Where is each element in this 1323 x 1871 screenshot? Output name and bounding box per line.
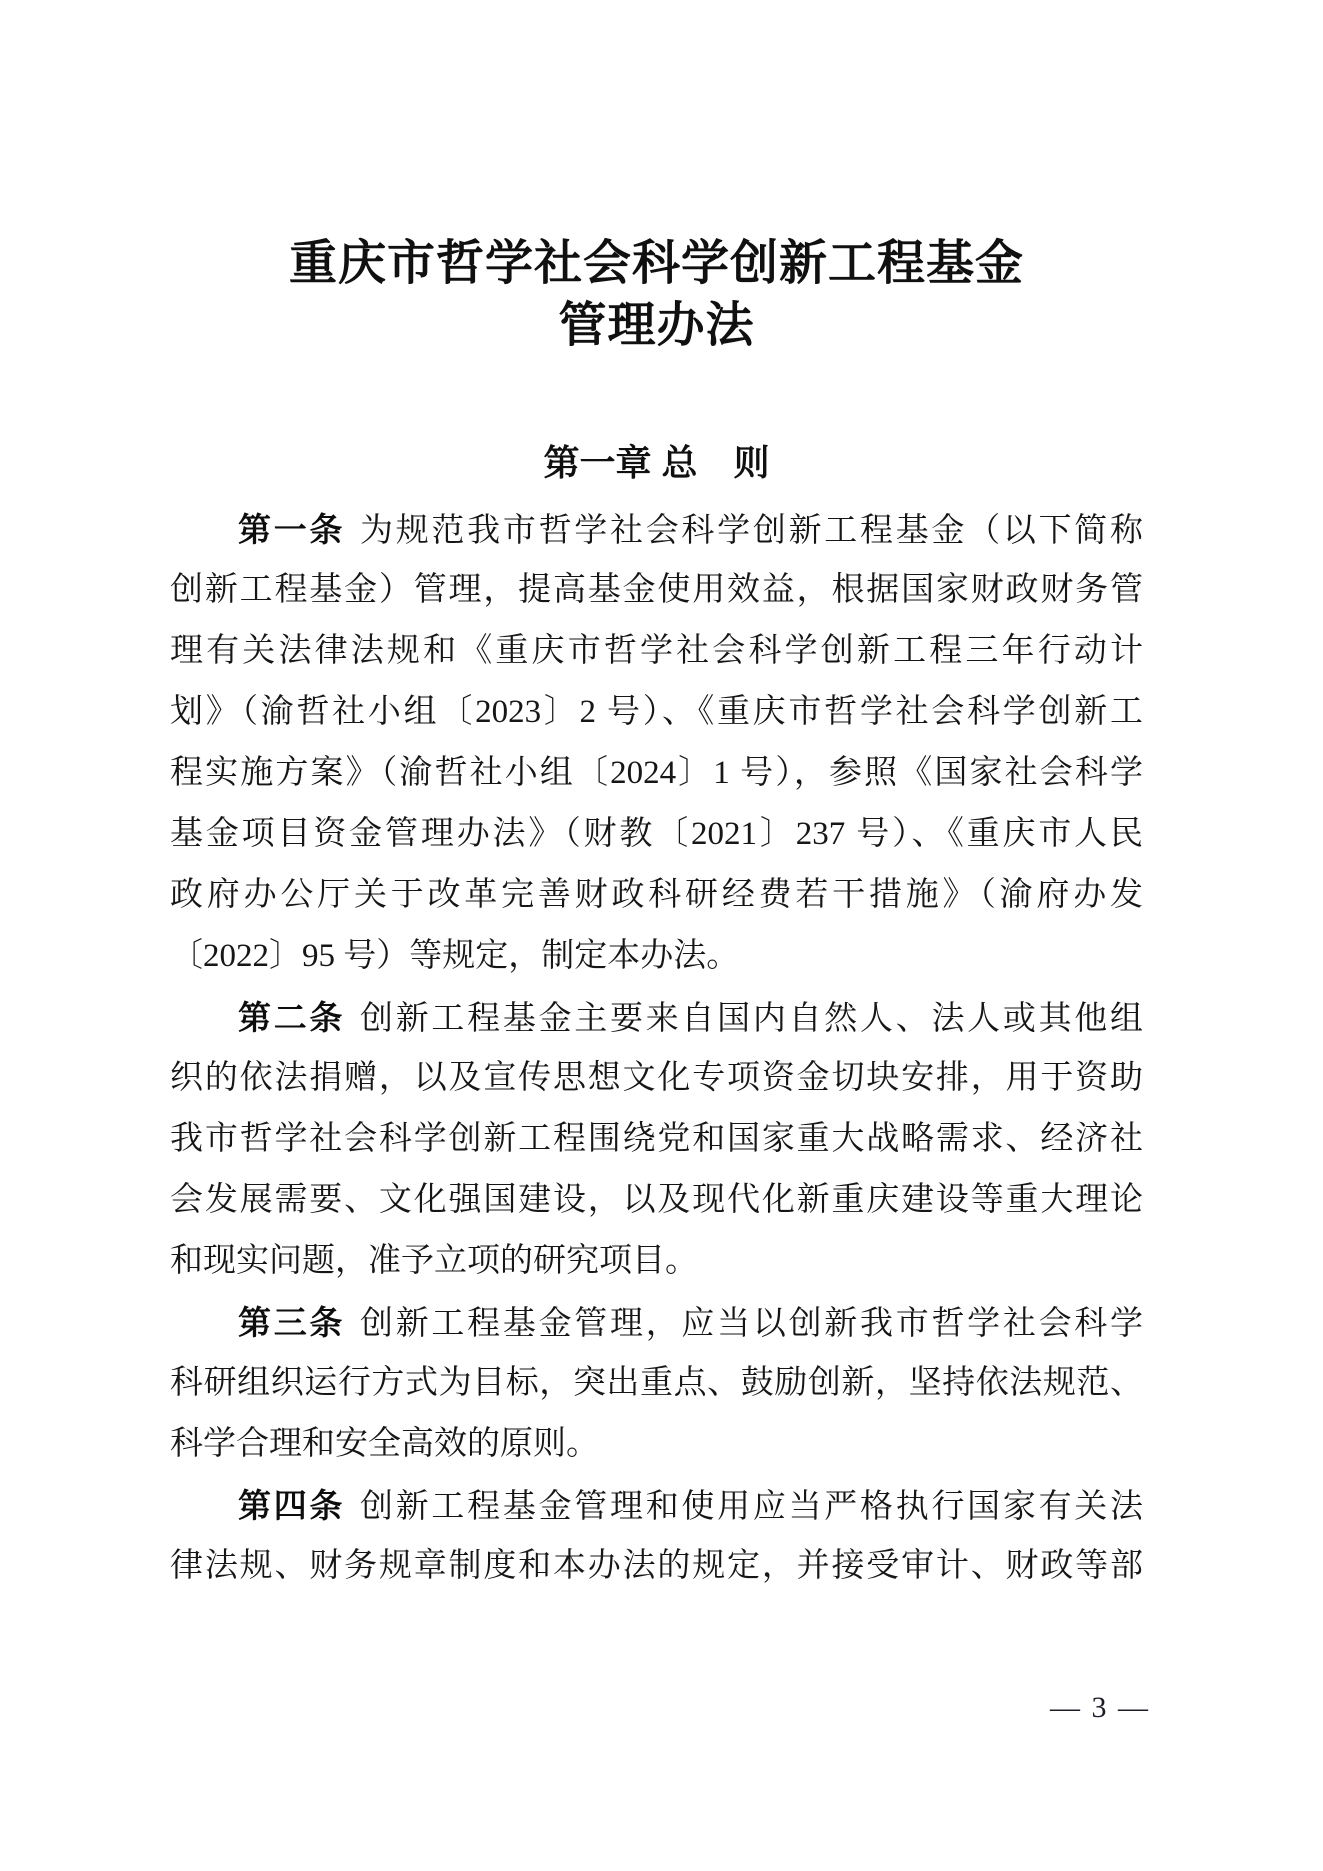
article-4-line-2: 律法规、财务规章制度和本办法的规定，并接受审计、财政等部 [170, 1548, 1143, 1584]
article-3-line-1: 第三条 创新工程基金管理，应当以创新我市哲学社会科学 [238, 1304, 1144, 1342]
document-body [170, 499, 1143, 1597]
article-3-line-3: 科学合理和安全高效的原则。 [170, 1426, 599, 1462]
article-2-line-4: 会发展需要、文化强国建设，以及现代化新重庆建设等重大理论 [170, 1182, 1143, 1218]
article-2-line-1: 第二条 创新工程基金主要来自国内自然人、法人或其他组 [238, 999, 1144, 1037]
article-1-line-2: 创新工程基金）管理，提高基金使用效益，根据国家财政财务管 [170, 572, 1143, 608]
article-1-line-7: 政府办公厅关于改革完善财政科研经费若干措施》（渝府办发 [170, 877, 1143, 913]
article-2-line-3: 我市哲学社会科学创新工程围绕党和国家重大战略需求、经济社 [170, 1121, 1143, 1157]
document-title [170, 233, 1143, 357]
article-3-label: 第三条 [238, 1304, 346, 1341]
article-1-line-6: 基金项目资金管理办法》（财教〔2021〕237 号）、《重庆市人民 [170, 816, 1143, 852]
article-2-line-2: 织的依法捐赠，以及宣传思想文化专项资金切块安排，用于资助 [170, 1060, 1143, 1096]
article-1-line-5: 程实施方案》（渝哲社小组〔2024〕1 号），参照《国家社会科学 [170, 755, 1143, 791]
article-1-line-4: 划》（渝哲社小组〔2023〕2 号）、《重庆市哲学社会科学创新工 [170, 694, 1143, 730]
document-title-line1: 重庆市哲学社会科学创新工程基金 [288, 237, 1024, 290]
chapter-heading: 第一章 总 则 [543, 442, 770, 483]
article-1-line-1: 第一条 为规范我市哲学社会科学创新工程基金（以下简称 [238, 511, 1144, 549]
article-2-label: 第二条 [238, 999, 346, 1036]
article-1-line-3: 理有关法律法规和《重庆市哲学社会科学创新工程三年行动计 [170, 633, 1143, 669]
page-number: — 3 — [1050, 1691, 1150, 1724]
article-1-label: 第一条 [238, 511, 346, 548]
article-4-line-1: 第四条 创新工程基金管理和使用应当严格执行国家有关法 [238, 1487, 1144, 1525]
article-4-label: 第四条 [238, 1487, 346, 1524]
article-1-line-8: 〔2022〕95 号）等规定，制定本办法。 [170, 938, 740, 974]
article-3-line-2: 科研组织运行方式为目标，突出重点、鼓励创新，坚持依法规范、 [170, 1365, 1143, 1401]
document-title-line2: 管理办法 [558, 299, 755, 352]
article-2-line-5: 和现实问题，准予立项的研究项目。 [170, 1243, 698, 1279]
